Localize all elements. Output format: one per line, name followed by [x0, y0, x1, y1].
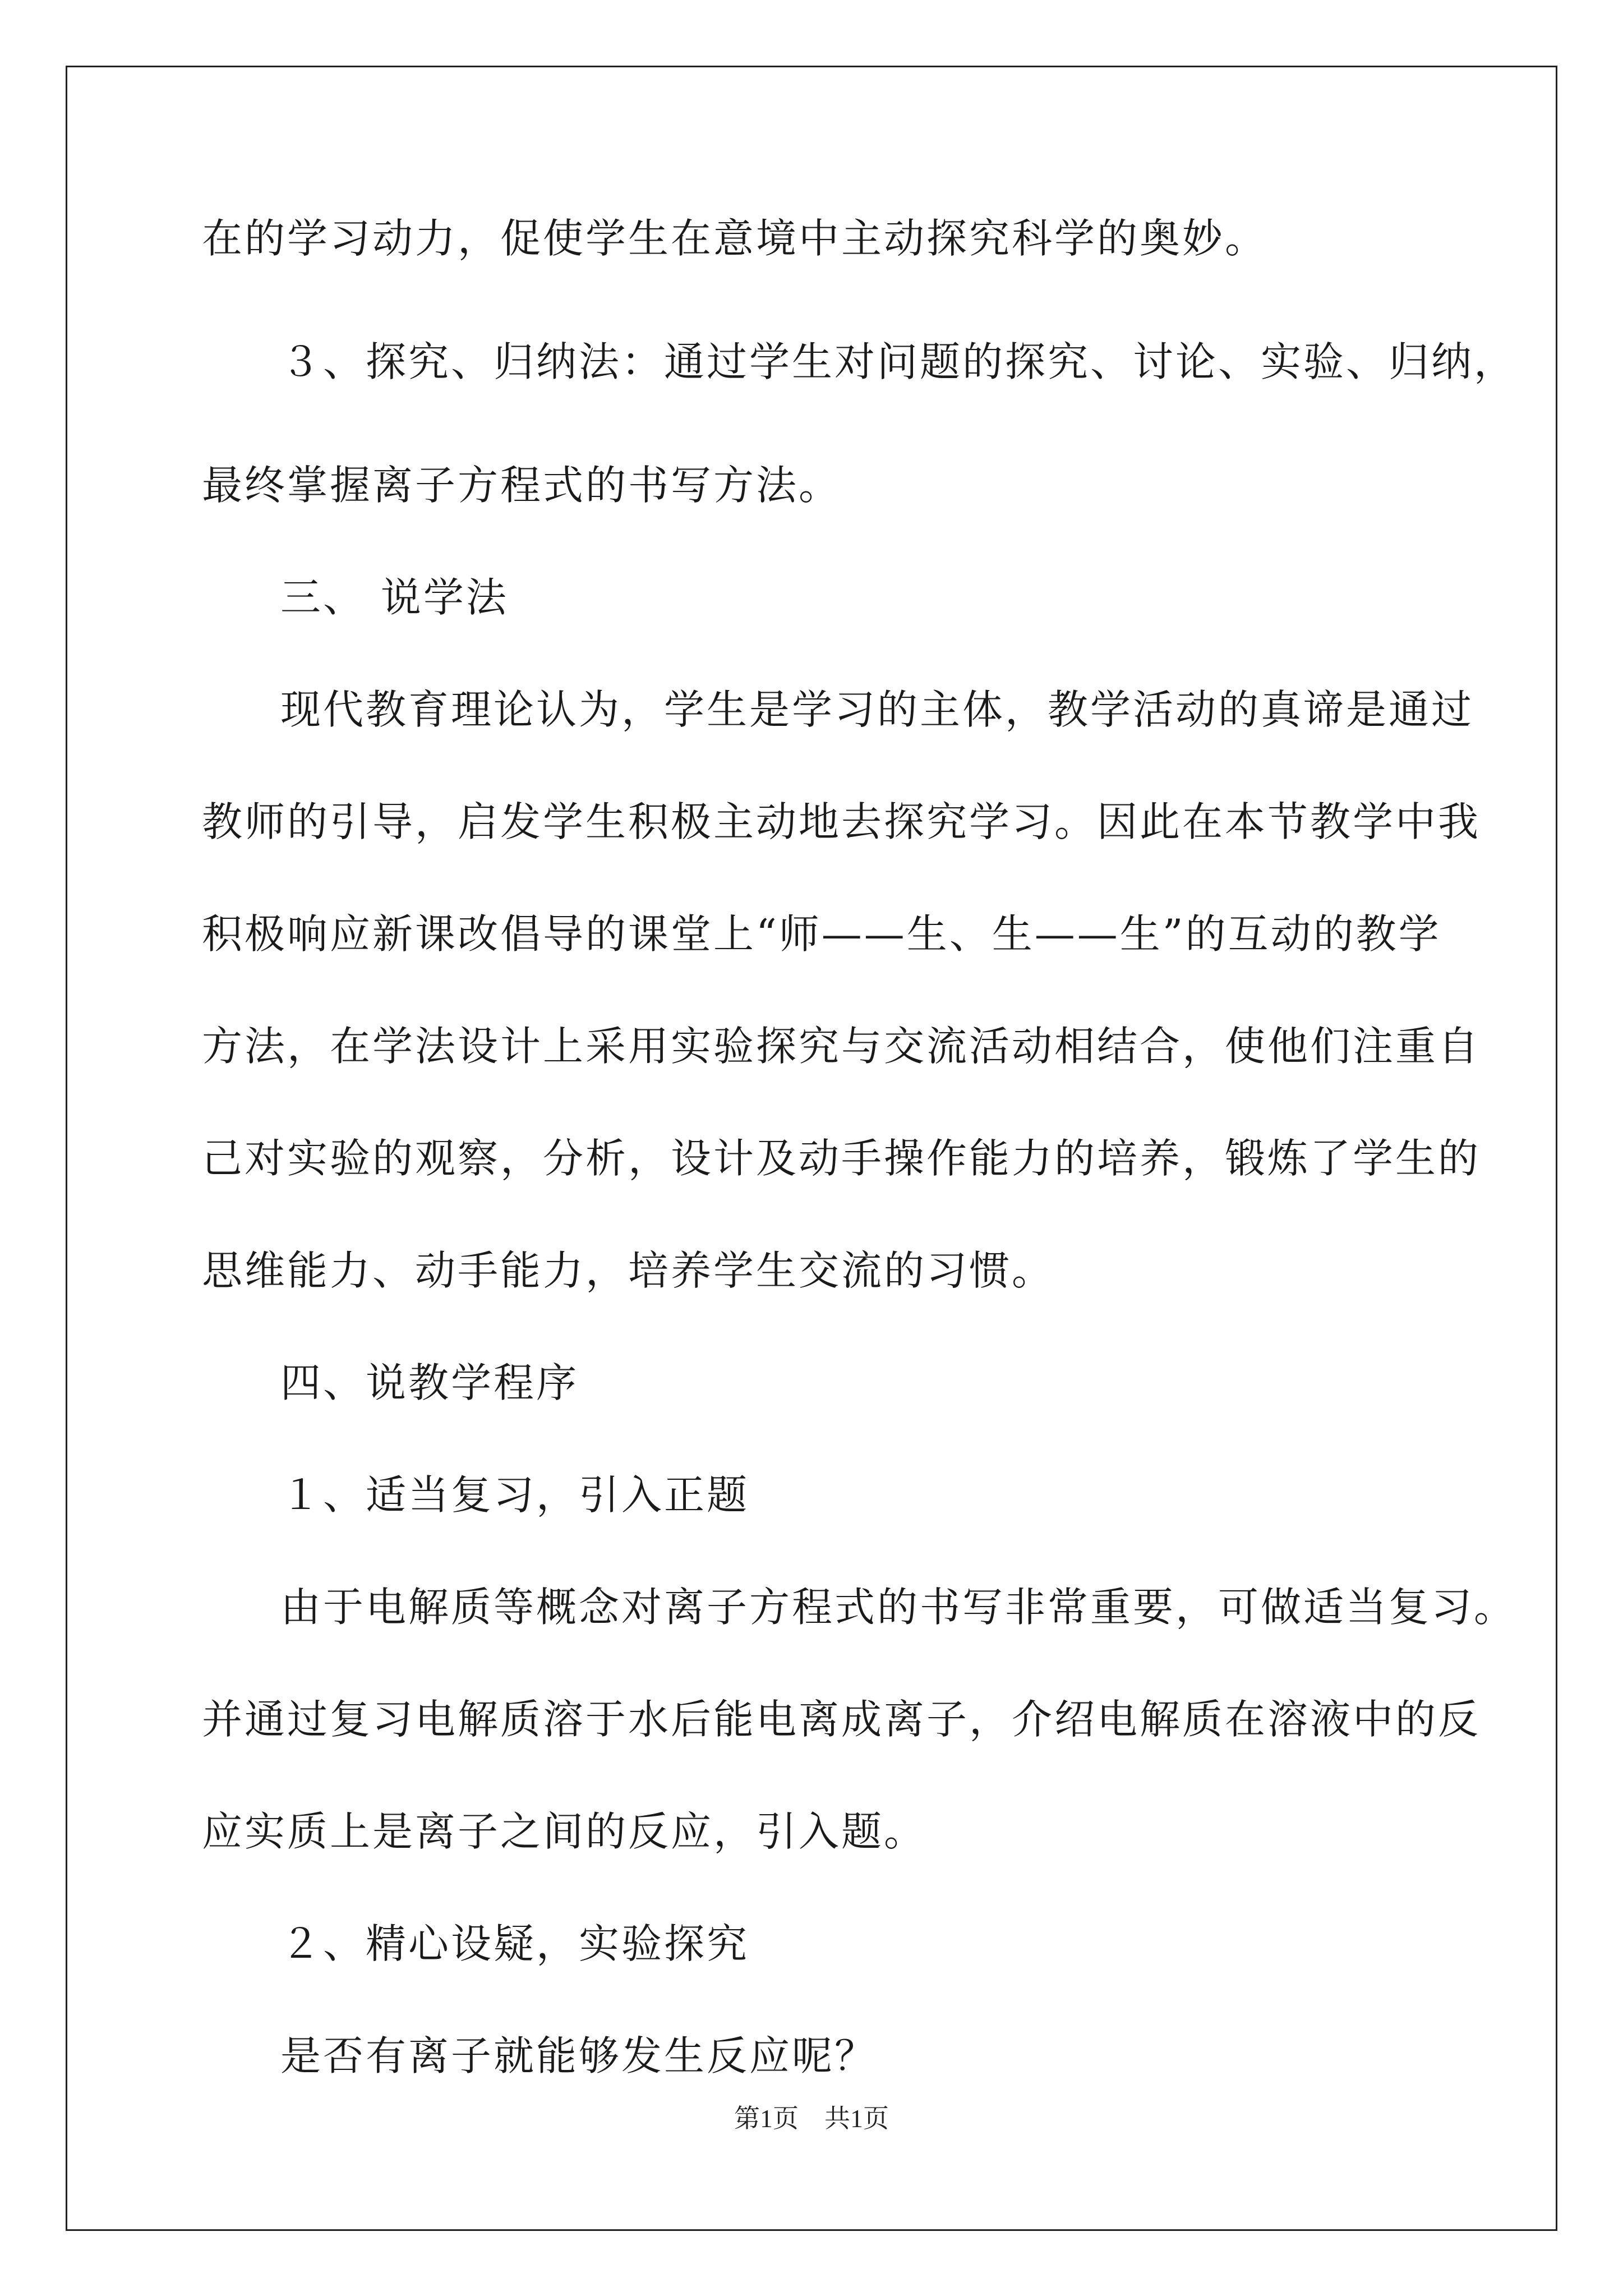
text-line-6: 教师的引导，启发学生积极主动地去探究学习。因此在本节教学中我: [202, 798, 1481, 845]
page-footer: 第1页 共1页: [734, 2104, 889, 2133]
text-line-5: 现代教育理论认为，学生是学习的主体，教学活动的真谛是通过: [280, 686, 1474, 733]
text-line-2: ３、探究、归纳法：通过学生对问题的探究、讨论、实验、归纳，: [280, 338, 1517, 385]
text-line-15: 应实质上是离子之间的反应，引入题。: [202, 1808, 927, 1855]
text-line-8: 方法，在学法设计上采用实验探究与交流活动相结合，使他们注重自: [202, 1023, 1481, 1070]
text-line-14: 并通过复习电解质溶于水后能电离成离子，介绍电解质在溶液中的反: [202, 1696, 1481, 1743]
text-line-7: 积极响应新课改倡导的课堂上“师——生、生——生”的互动的教学: [202, 910, 1441, 958]
text-line-10: 思维能力、动手能力，培养学生交流的习惯。: [202, 1247, 1055, 1294]
text-line-1: 在的学习动力，促使学生在意境中主动探究科学的奥妙。: [202, 215, 1268, 262]
section-heading-4: 四、说教学程序: [280, 1359, 579, 1406]
subheading-1: １、适当复习，引入正题: [280, 1471, 750, 1519]
section-heading-3: 三、 说学法: [280, 574, 509, 621]
text-line-9: 己对实验的观察，分析，设计及动手操作能力的培养，锻炼了学生的: [202, 1135, 1481, 1182]
text-line-3: 最终掌握离子方程式的书写方法。: [202, 462, 842, 509]
text-line-17: 是否有离子就能够发生反应呢？: [280, 2032, 878, 2079]
text-line-13: 由于电解质等概念对离子方程式的书写非常重要，可做适当复习。: [280, 1584, 1517, 1631]
subheading-2: ２、精心设疑，实验探究: [280, 1920, 750, 1967]
